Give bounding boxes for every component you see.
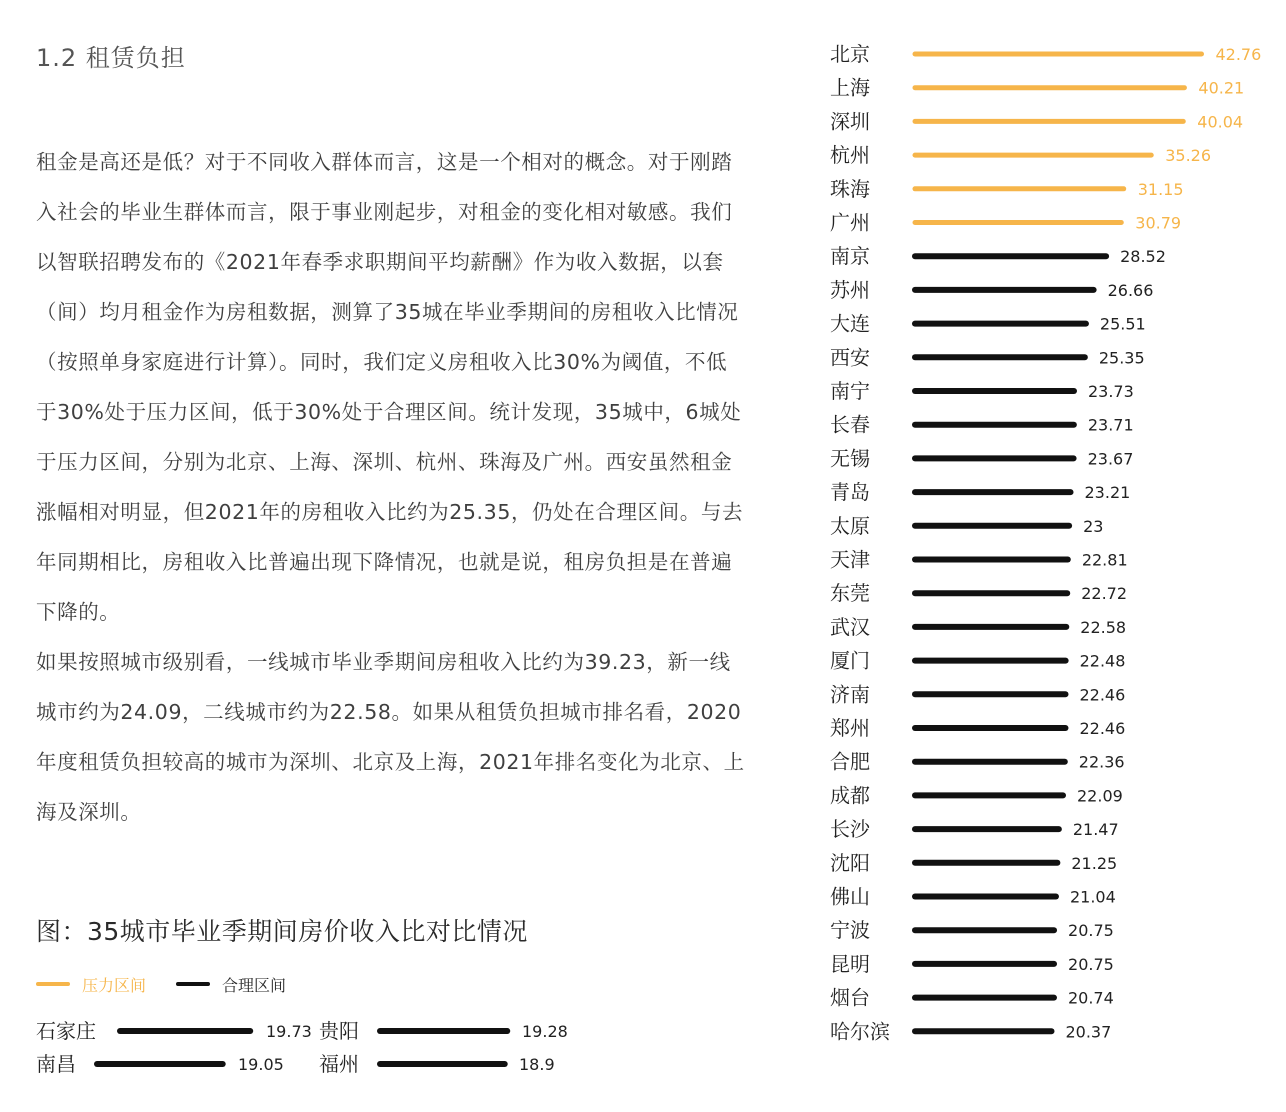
city-label: 沈阳 bbox=[830, 850, 870, 875]
value-label: 22.81 bbox=[1081, 550, 1128, 570]
value-label: 22.36 bbox=[1078, 752, 1125, 772]
city-label: 济南 bbox=[830, 682, 870, 707]
value-label: 19.28 bbox=[522, 1022, 568, 1041]
value-label: 20.75 bbox=[1068, 954, 1114, 974]
value-label: 35.26 bbox=[1165, 146, 1212, 166]
city-label: 上海 bbox=[830, 75, 870, 100]
value-label: 30.79 bbox=[1135, 213, 1182, 233]
city-label: 南宁 bbox=[830, 379, 870, 403]
city-label: 福州 bbox=[319, 1052, 359, 1076]
city-label: 西安 bbox=[830, 345, 870, 370]
city-label: 宁波 bbox=[830, 918, 870, 943]
value-label: 25.51 bbox=[1099, 314, 1146, 334]
value-label: 22.09 bbox=[1077, 786, 1123, 806]
city-label: 长沙 bbox=[830, 817, 870, 842]
city-label: 东莞 bbox=[830, 581, 870, 606]
city-label: 烟台 bbox=[830, 985, 870, 1010]
city-label: 郑州 bbox=[830, 716, 870, 740]
city-label: 长春 bbox=[830, 412, 870, 437]
value-label: 19.73 bbox=[266, 1022, 312, 1041]
value-label: 21.04 bbox=[1069, 887, 1116, 907]
city-label: 石家庄 bbox=[36, 1019, 96, 1043]
paragraph-2: 如果按照城市级别看，一线城市毕业季期间房租收入比约为39.23，新一线城市约为24.09，二线城市约为22.58。如果从租赁负担城市排名看，2020年度租赁负担较高的城市为深圳、北京及上海，2021年排名变化为北京、上海及深圳。 bbox=[36, 650, 745, 824]
city-label: 北京 bbox=[830, 42, 870, 66]
city-label: 贵阳 bbox=[319, 1019, 359, 1043]
value-label: 26.66 bbox=[1107, 280, 1154, 300]
legend-label-pressure: 压力区间 bbox=[82, 975, 147, 995]
section-title: 1.2 租赁负担 bbox=[36, 44, 186, 72]
city-label: 珠海 bbox=[830, 176, 870, 201]
value-label: 21.47 bbox=[1072, 820, 1119, 840]
value-label: 23.21 bbox=[1084, 483, 1131, 503]
value-label: 21.25 bbox=[1071, 853, 1118, 873]
city-label: 南昌 bbox=[36, 1052, 76, 1076]
value-label: 20.75 bbox=[1068, 921, 1114, 941]
value-label: 28.52 bbox=[1120, 247, 1166, 267]
value-label: 23.73 bbox=[1087, 382, 1134, 401]
legend-label-normal: 合理区间 bbox=[222, 975, 287, 995]
city-label: 天津 bbox=[830, 547, 870, 572]
value-label: 40.21 bbox=[1198, 78, 1245, 98]
city-label: 大连 bbox=[830, 311, 870, 336]
city-label: 昆明 bbox=[830, 951, 870, 976]
city-label: 武汉 bbox=[830, 614, 870, 639]
city-label: 青岛 bbox=[830, 480, 870, 505]
value-label: 40.04 bbox=[1197, 112, 1244, 132]
city-label: 南京 bbox=[830, 244, 870, 269]
city-label: 苏州 bbox=[830, 277, 870, 302]
city-label: 厦门 bbox=[830, 648, 870, 673]
value-label: 25.35 bbox=[1098, 348, 1145, 368]
value-label: 42.76 bbox=[1215, 45, 1262, 64]
city-label: 杭州 bbox=[830, 143, 870, 168]
value-label: 31.15 bbox=[1137, 179, 1184, 199]
value-label: 18.9 bbox=[519, 1055, 555, 1074]
city-label: 太原 bbox=[830, 513, 870, 538]
value-label: 23.71 bbox=[1087, 415, 1134, 435]
city-label: 佛山 bbox=[830, 884, 870, 909]
value-label: 22.46 bbox=[1079, 685, 1126, 705]
city-label: 合肥 bbox=[830, 749, 870, 774]
city-label: 广州 bbox=[830, 210, 870, 235]
value-label: 22.72 bbox=[1081, 584, 1128, 604]
value-label: 19.05 bbox=[238, 1055, 284, 1074]
value-label: 22.58 bbox=[1080, 617, 1127, 637]
value-label: 20.37 bbox=[1065, 1022, 1112, 1042]
value-label: 22.48 bbox=[1079, 651, 1126, 671]
value-label: 22.46 bbox=[1079, 719, 1126, 738]
value-label: 20.74 bbox=[1067, 988, 1114, 1008]
value-label: 23 bbox=[1083, 516, 1104, 536]
paragraph-1: 租金是高还是低？对于不同收入群体而言，这是一个相对的概念。对于刚踏入社会的毕业生群体而言，限于事业刚起步，对租金的变化相对敏感。我们以智联招聘发布的《2021年春季求职期间平均薪酬》作为收入数据，以套（间）均月租金作为房租数据，测算了35城在毕业季期间的房租收入比情况（按照单身家庭进行计算）。同时，我们定义房租收入比30%为阈值，不低于30%处于压力区间，低于30%处于合理区间。统计发现，35城中，6城处于压力区间，分别为北京、上海、深圳、杭州、珠海及广州。西安虽然租金涨幅相对明显，但2021年的房租收入比约为25.35，仍处在合理区间。与去年同期相比，房租收入比普遍出现下降情况，也就是说，租房负担是在普遍下降的。 bbox=[36, 150, 744, 624]
city-label: 无锡 bbox=[830, 446, 870, 471]
city-label: 深圳 bbox=[830, 109, 870, 134]
figure-title: 图：35城市毕业季期间房价收入比对比情况 bbox=[36, 917, 528, 946]
city-label: 哈尔滨 bbox=[830, 1019, 890, 1044]
city-label: 成都 bbox=[830, 783, 870, 808]
value-label: 23.67 bbox=[1087, 449, 1134, 469]
